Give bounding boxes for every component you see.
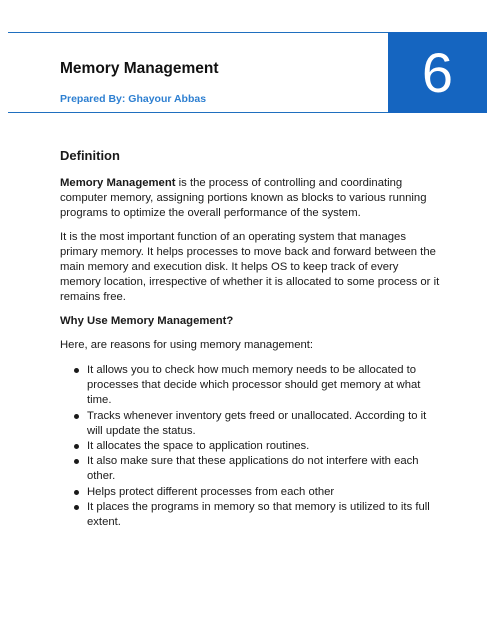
bullet-icon [74, 490, 79, 495]
header-top-rule [8, 32, 388, 33]
chapter-number-badge: 6 [388, 32, 487, 113]
header-bottom-rule [8, 112, 388, 113]
definition-term: Memory Management [60, 177, 176, 189]
os-function-paragraph: It is the most important function of an operating system that manages primary memory. It helps processes to move back and forward between the main memory and execution disk. It helps OS to keep track of every memory location, irrespective of whether it is allocated to some process or it remains free. [60, 230, 440, 304]
document-body [60, 147, 440, 530]
why-use-heading: Why Use Memory Management? [60, 314, 234, 327]
definition-text: is the process of controlling and coordinating computer memory, assigning portions known as blocks to various running programs to optimize the overall performance of the system. [60, 177, 427, 220]
list-item [74, 409, 440, 439]
list-item [74, 439, 440, 454]
list-item [74, 363, 440, 409]
list-item-text: Tracks whenever inventory gets freed or unallocated. According to it will update the status. [87, 409, 427, 437]
list-item-text: It places the programs in memory so that memory is utilized to its full extent. [87, 500, 430, 529]
bullet-icon [74, 368, 79, 373]
bullet-icon [74, 444, 79, 449]
bullet-icon [74, 414, 79, 419]
reasons-list [74, 363, 440, 530]
section-heading-definition: Definition [60, 148, 120, 163]
list-item-text: It allocates the space to application routines. [87, 440, 310, 453]
list-item-text: It allows you to check how much memory needs to be allocated to processes that decide which processor should get memory at what time. [87, 364, 421, 407]
bullet-icon [74, 459, 79, 464]
list-item-text: Helps protect different processes from each other [87, 485, 335, 498]
document-title: Memory Management [60, 60, 219, 77]
list-item [74, 454, 440, 484]
reasons-intro: Here, are reasons for using memory management: [60, 338, 314, 351]
bullet-icon [74, 505, 79, 510]
list-item [74, 485, 440, 500]
list-item-text: It also make sure that these applications do not interfere with each other. [87, 455, 419, 483]
list-item [74, 500, 440, 530]
definition-paragraph [60, 176, 440, 222]
document-author: Prepared By: Ghayour Abbas [60, 93, 207, 105]
